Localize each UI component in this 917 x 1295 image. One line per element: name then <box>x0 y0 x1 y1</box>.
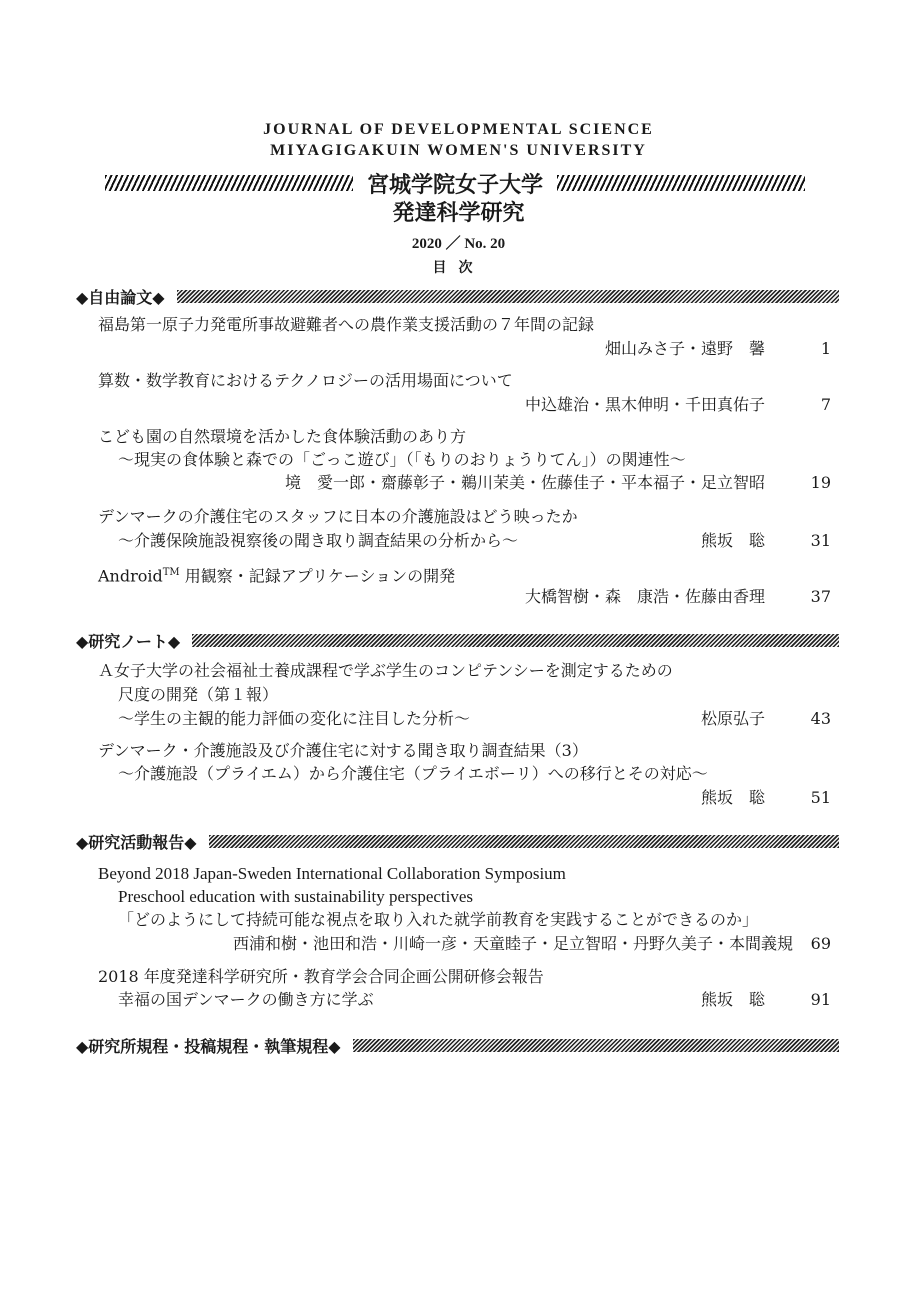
entry-title: 2018 年度発達科学研究所・教育学会合同企画公開研修会報告 <box>98 967 544 986</box>
entry-page: 91 <box>810 990 831 1009</box>
section-label: ◆自由論文◆ <box>76 287 165 307</box>
section-label: ◆研究所規程・投稿規程・執筆規程◆ <box>76 1036 341 1056</box>
trademark-mark: TM <box>162 567 180 578</box>
entry-authors: 熊坂 聡 <box>700 990 765 1009</box>
entry-authors: 大橋智樹・森 康浩・佐藤由香理 <box>524 587 765 606</box>
entry-page: 19 <box>810 473 831 492</box>
entry-title: 福島第一原子力発電所事故避難者への農作業支援活動の７年間の記録 <box>98 315 595 334</box>
entry-title: デンマークの介護住宅のスタッフに日本の介護施設はどう映ったか <box>98 507 578 526</box>
entry-authors: 中込雄治・黒木伸明・千田真佑子 <box>524 395 765 414</box>
entry-page: 37 <box>810 587 831 606</box>
section-activity-reports <box>76 830 839 852</box>
entry-authors: 境 愛一郎・齋藤彰子・鵜川茉美・佐藤佳子・平本福子・足立智昭 <box>284 473 765 492</box>
entry-title <box>98 562 455 587</box>
entry-subtitle: 幸福の国デンマークの働き方に学ぶ <box>118 990 374 1009</box>
hatch-decoration-right <box>557 175 805 191</box>
entry-authors: 畑山みさ子・遠野 馨 <box>604 339 765 358</box>
section-bar <box>177 290 839 303</box>
entry-page: 31 <box>810 531 831 550</box>
hatch-decoration-left <box>105 175 353 191</box>
issue-number: 2020 ／ No. 20 <box>411 236 506 252</box>
journal-japanese-title: 発達科学研究 <box>392 201 525 226</box>
entry-title: Beyond 2018 Japan-Sweden International Collaboration Symposium <box>98 864 566 883</box>
section-bar <box>209 835 839 848</box>
entry-authors: 熊坂 聡 <box>700 531 765 550</box>
entry-subtitle: ～学生の主観的能力評価の変化に注目した分析～ <box>118 709 471 728</box>
entry-subtitle: 「どのようにして持続可能な視点を取り入れた就学前教育を実践することができるのか」 <box>118 910 759 929</box>
japanese-title-row <box>105 168 805 198</box>
section-label: ◆研究活動報告◆ <box>76 832 197 852</box>
section-research-notes <box>76 629 839 651</box>
entry-title: こども園の自然環境を活かした食体験活動のあり方 <box>98 427 467 446</box>
university-english-name: MIYAGIGAKUIN WOMEN'S UNIVERSITY <box>270 142 647 159</box>
entry-subtitle: ～現実の食体験と森での「ごっこ遊び」（「もりのおりょうりてん」）の関連性～ <box>118 450 686 469</box>
entry-subtitle: ～介護施設（プライエム）から介護住宅（プライエボーリ）への移行とその対応～ <box>118 764 708 783</box>
university-japanese-name: 宮城学院女子大学 <box>367 172 544 198</box>
entry-page: 43 <box>810 709 831 728</box>
entry-title-part: 用観察・記録アプリケーションの開発 <box>179 566 456 586</box>
section-free-papers <box>76 285 839 307</box>
entry-page: 51 <box>810 788 831 807</box>
entry-subtitle: ～介護保険施設視察後の聞き取り調査結果の分析から～ <box>118 531 519 550</box>
section-bar <box>192 634 839 647</box>
journal-english-title: JOURNAL OF DEVELOPMENTAL SCIENCE <box>263 121 654 138</box>
entry-title-continued: Preschool education with sustainability perspectives <box>118 887 474 906</box>
section-label: ◆研究ノート◆ <box>76 631 181 651</box>
entry-authors: 松原弘子 <box>700 709 765 728</box>
toc-heading: 目次 <box>432 260 485 276</box>
entry-title: Ａ女子大学の社会福祉士養成課程で学ぶ学生のコンピテンシーを測定するための <box>98 661 673 680</box>
entry-authors: 西浦和樹・池田和浩・川崎一彦・天童睦子・足立智昭・丹野久美子・本間義規 <box>232 934 793 953</box>
section-bar <box>353 1039 839 1052</box>
entry-page: 69 <box>810 934 831 953</box>
entry-page: 1 <box>820 339 831 358</box>
entry-page: 7 <box>820 395 831 414</box>
entry-title: 算数・数学教育におけるテクノロジーの活用場面について <box>98 371 513 390</box>
entry-title: デンマーク・介護施設及び介護住宅に対する聞き取り調査結果（3） <box>98 741 588 760</box>
entry-title-part: Android <box>98 566 163 586</box>
entry-authors: 熊坂 聡 <box>700 788 765 807</box>
entry-title-continued: 尺度の開発（第１報） <box>118 685 279 704</box>
section-regulations <box>76 1034 839 1056</box>
